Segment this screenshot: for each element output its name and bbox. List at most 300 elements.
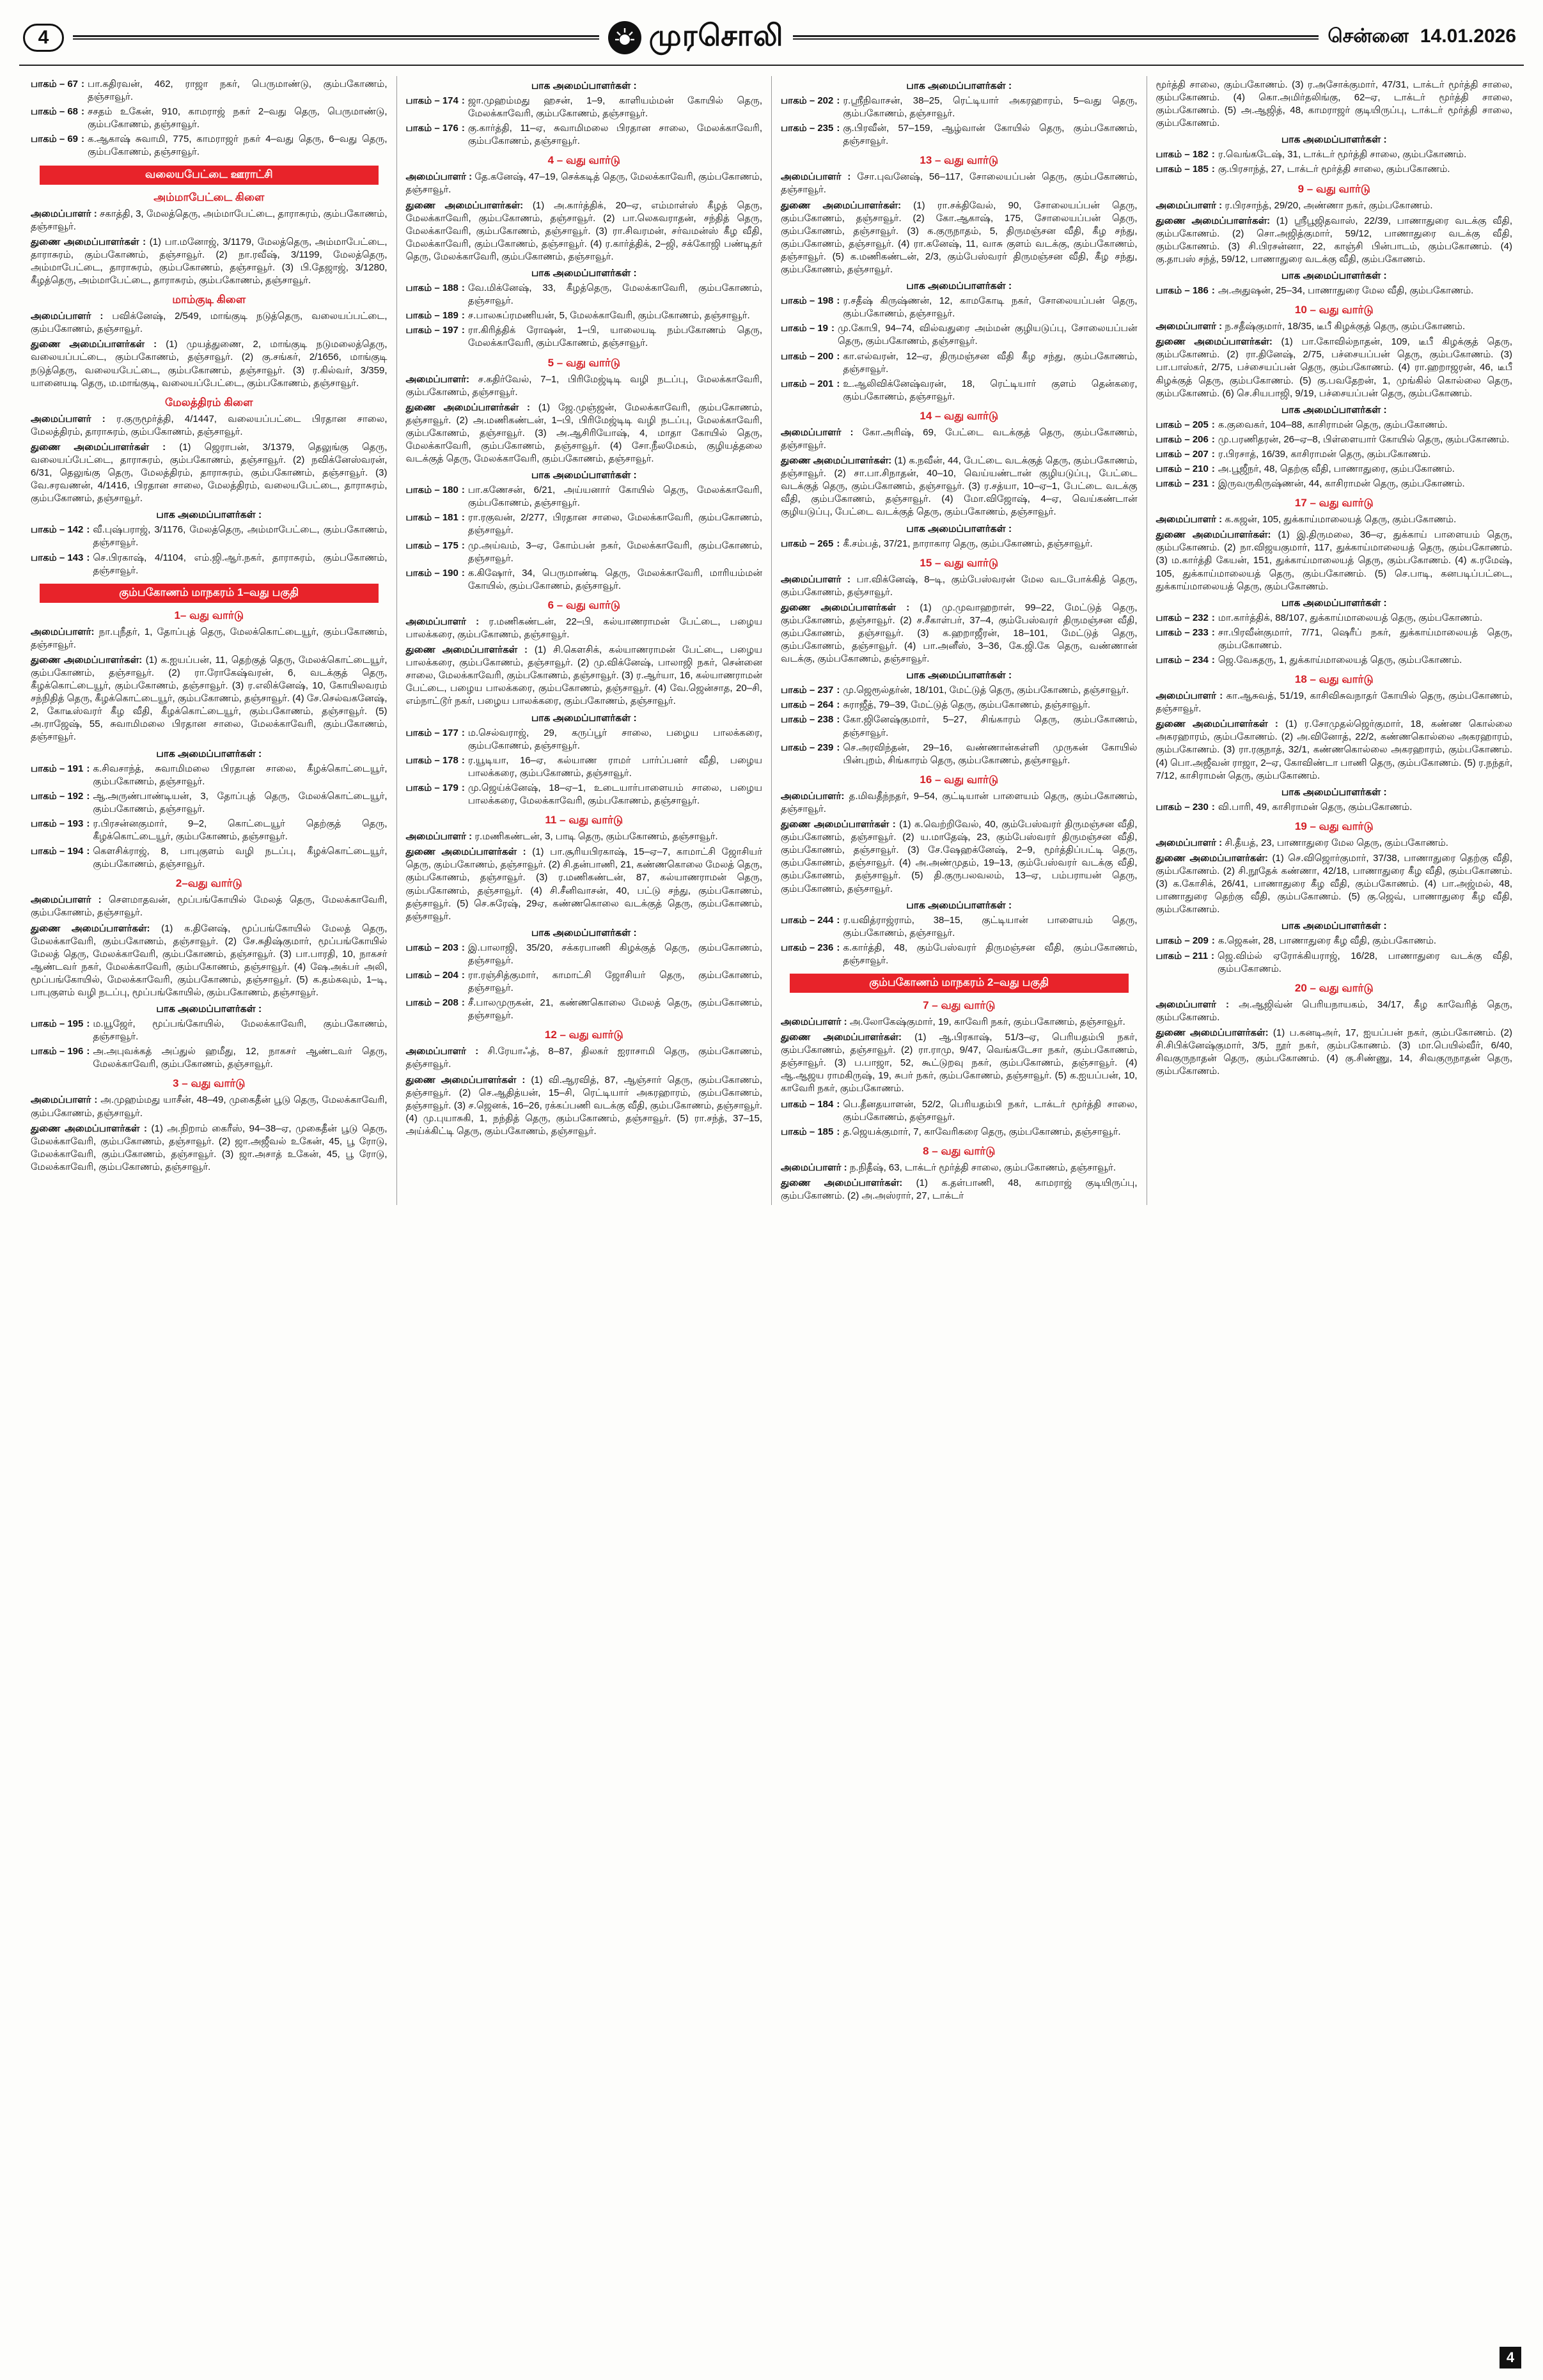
booth-number: பாகம் – 208 bbox=[405, 997, 458, 1009]
part-organisers-label: பாக அமைப்பாளர்கள் : bbox=[906, 281, 1012, 292]
booth-number: பாகம் – 206 bbox=[1155, 433, 1209, 445]
booth-entry-text: த.ஜெயக்குமார், 7, காவேரிகரை தெரு, கும்பகோணம், தஞ்சாவூர். bbox=[843, 1126, 1121, 1137]
booth-number: பாகம் – 233 bbox=[1155, 626, 1209, 638]
booth-colon: : bbox=[836, 714, 840, 726]
booth-entry bbox=[31, 763, 388, 788]
booth-entry bbox=[31, 818, 388, 843]
organiser-label: துணை அமைப்பாளர்கள்: bbox=[781, 1177, 916, 1188]
organiser-label: துணை அமைப்பாளர்கள்: bbox=[781, 199, 914, 211]
ward-heading: 2–வது வார்டு bbox=[175, 877, 242, 890]
booth-entry-text: மு.ஜெரூல்தர்ன், 18/101, மேட்டுத் தெரு, கும்பகோணம், தஞ்சாவூர். bbox=[843, 685, 1129, 696]
organiser-label: துணை அமைப்பாளர்கள் : bbox=[1155, 719, 1286, 730]
edition-name: சென்னை bbox=[1328, 25, 1409, 47]
booth-entry bbox=[1156, 419, 1513, 432]
booth-entry bbox=[406, 567, 763, 593]
ward-heading: 12 – வது வார்டு bbox=[544, 1029, 623, 1041]
organiser-label: அமைப்பாளர் : bbox=[781, 1016, 850, 1027]
organiser-paragraph: அமைப்பாளர் : ர.குருமூர்த்தி, 4/1447, வலையப்பட்டை பிரதான சாலை, மேலத்திரம், தாராசுரம், கும்பகோணம், தஞ்சாவூர். bbox=[31, 413, 388, 437]
booth-entry bbox=[781, 1098, 1138, 1124]
organiser-label: துணை அமைப்பாளர்கள் : bbox=[31, 1123, 152, 1134]
booth-entry-text: அ.பூஜீநர், 48, தெற்கு வீதி, பாணாதுரை, கும்பகோணம். bbox=[1218, 463, 1455, 474]
booth-colon: : bbox=[1211, 419, 1215, 430]
booth-number: பாகம் – 19 bbox=[781, 323, 829, 334]
section-banner: கும்பகோணம் மாநகரம் 1–வது பகுதி bbox=[40, 584, 379, 603]
booth-number: பாகம் – 244 bbox=[781, 914, 834, 926]
booth-colon: : bbox=[836, 538, 840, 549]
organiser-paragraph: துணை அமைப்பாளர்கள் : (1) பா.சூரியபிரகாஷ், 15–ஏ–7, காமாட்சி ஜோசியர் தெரு, கும்பகோணம், தஞ்சாவூர். (2) சி.தன்பாணி, 21, கண்ணகொலை மேலத் தெரு, கும்பகோணம், தஞ்சாவூர். (3) ர.மணிகண்டன், 87, கல்யாணராமன் தெரு, கும்பகோணம், தஞ்சாவூர். (4) சி.சீனிவாசன், 40, பட்டு சந்து, கும்பகோணம், தஞ்சாவூர். (5) செ.சுரேஷ், 29ஏ, கண்ணகொலை வடக்குத் தெரு, கும்பகோணம், தஞ்சாவூர். bbox=[405, 846, 762, 922]
booth-entry-text: கௌசிக்ராஜ், 8, பாபுகுளம் வழி நடப்பு, கீழக்கொட்டையூர், கும்பகோணம், தஞ்சாவூர். bbox=[93, 846, 388, 870]
organiser-label: அமைப்பாளர்: bbox=[781, 790, 849, 802]
organiser-label: துணை அமைப்பாளர்கள்: bbox=[1155, 336, 1281, 348]
booth-entry-text: அ.அபுவக்கத் அப்துல் ஹமீது, 12, நாகசர் ஆண்டவர் தெரு, மேலக்காவேரி, கும்பகோணம், தஞ்சாவூர். bbox=[93, 1046, 388, 1070]
booth-entry bbox=[781, 713, 1138, 739]
booth-entry-text: மு.அய்வம், 3–ஏ, கோம்பன் நகர், மேலக்காவேரி, கும்பகோணம், தஞ்சாவூர். bbox=[467, 540, 762, 564]
booth-entry bbox=[1156, 612, 1513, 625]
organiser-paragraph: துணை அமைப்பாளர்கள்: (1) அ.கார்த்திக், 20–ஏ, எம்மாள்ஸ் கீழத் தெரு, மேலக்காவேரி, கும்பகோணம், தஞ்சாவூர். (2) பா.லெகவராதன், சந்தித் தெரு, மேலக்காவேரி, கும்பகோணம், தஞ்சாவூர். (3) ரா.சிவரமன், சர்வமன்ஸ் கீழ வீதி, மேலக்காவேரி, கும்பகோணம், தஞ்சாவூர். (4) ர.கார்த்திக், 2–ஜி, சக்கோஜி பண்டிதர் தெரு, மேலக்காவேரி, கும்பகோணம், தஞ்சாவூர். bbox=[405, 199, 763, 262]
booth-number: பாகம் – 193 bbox=[31, 818, 84, 829]
organiser-paragraph: துணை அமைப்பாளர்கள்: (1) செ.விஜொர்குமார், 37/38, பாணாதுரை தெற்கு வீதி, கும்பகோணம். (2) சி.நூதேக் கண்ணா, 42/18, பாணாதுரை கீழ வீதி, கும்பகோணம். (3) க.கோசிக், 26/41, பாணாதுரை கீழ வீதி, கும்பகோணம். (4) பா.அஜ்மல், 48, பாணாதுரை தெற்கு வீதி, கும்பகோணம். (5) கு.ஜெவ், பாணாதுரை கீழ வீதி, கும்பகோணம். bbox=[1155, 852, 1513, 915]
booth-number: பாகம் – 265 bbox=[781, 538, 834, 549]
organiser-label: துணை அமைப்பாளர்கள்: bbox=[1155, 529, 1278, 541]
part-organisers-label: பாக அமைப்பாளர்கள் : bbox=[1281, 597, 1387, 609]
booth-entry bbox=[31, 133, 388, 159]
booth-number: பாகம் – 239 bbox=[781, 742, 834, 753]
booth-colon: : bbox=[461, 485, 465, 496]
organiser-paragraph: துணை அமைப்பாளர்கள் : (1) வி.ஆரவித், 87, ஆஞ்சார் தெரு, கும்பகோணம், தஞ்சாவூர். (2) செ.ஆதித்யன், 15–சி, ரெட்டியார் அகரஹாரம், கும்பகோணம், தஞ்சாவூர். (3) ச.ஜெனக், 16–26, ரக்கப்பணி வடக்கு வீதி, கும்பகோணம், தஞ்சாவூர். (4) மு.புயாசுகி, 1, நந்தித் தெரு, கும்பகோணம், தஞ்சாவூர். (5) ரா.சந்த், 37–15, அய்க்கிட்டி தெரு, கும்பகோணம், தஞ்சாவூர். bbox=[405, 1074, 762, 1137]
booth-colon: : bbox=[1211, 655, 1215, 665]
booth-number: பாகம் – 174 bbox=[405, 95, 458, 106]
booth-entry-text: க.கார்த்தி, 48, கும்பேஸ்வரர் திருமஞ்சன வீதி, கும்பகோணம், தஞ்சாவூர். bbox=[843, 942, 1138, 966]
booth-entry-text: பா.கணேசன், 6/21, அய்யனார் கோயில் தெரு, மேலக்காவேரி, கும்பகோணம், தஞ்சாவூர். bbox=[467, 485, 762, 509]
booth-entry-text: சா.பிரவீன்குமார், 7/71, ஷெரீப் நகர், துக்காய்மாலையத் தெரு, கும்பகோணம். bbox=[1218, 626, 1512, 651]
ward-heading: 4 – வது வார்டு bbox=[547, 154, 620, 167]
booth-number: பாகம் – 204 bbox=[405, 969, 458, 981]
booth-number: பாகம் – 200 bbox=[781, 350, 834, 362]
organiser-label: அமைப்பாளர் : bbox=[31, 1094, 101, 1106]
booth-entry bbox=[781, 742, 1138, 767]
booth-entry-text: பா.கதிரவன், 462, ராஜா நகர், பெருமாண்டு, கும்பகோணம், தஞ்சாவூர். bbox=[88, 79, 388, 103]
organiser-paragraph: அமைப்பாளர் : அ.முஹம்மது யாசீன், 48–49, முகைதீன் பூடு தெரு, மேலக்காவேரி, கும்பகோணம், தஞ்சாவூர். bbox=[31, 1094, 388, 1119]
booth-entry bbox=[406, 754, 763, 780]
part-organisers-label: பாக அமைப்பாளர்கள் : bbox=[531, 81, 637, 91]
booth-colon: : bbox=[836, 95, 840, 106]
booth-colon: : bbox=[836, 1098, 840, 1110]
booth-number: பாகம் – 203 bbox=[405, 942, 458, 953]
booth-colon: : bbox=[831, 323, 835, 334]
organiser-label: அமைப்பாளர் : bbox=[31, 311, 113, 322]
booth-number: பாகம் – 210 bbox=[1155, 463, 1209, 474]
organiser-label: துணை அமைப்பாளர்கள்: bbox=[781, 455, 895, 467]
booth-entry-text: உ.ஆலிவிக்னேஷ்வரன், 18, ரெட்டியார் குளம் தென்கரை, கும்பகோணம், தஞ்சாவூர். bbox=[843, 378, 1138, 402]
organiser-paragraph: துணை அமைப்பாளர்கள் : (1) சி.கௌசிக், கல்யாணராமன் பேட்டை, பழைய பாலக்கரை, கும்பகோணம், தஞ்சாவூர். (2) மு.விக்னேஷ், பாலாஜி நகர், சென்னை சாலை, மேலக்காவேரி, கும்பகோணம், தஞ்சாவூர். (3) ர.ஆர்யா, 16, கல்யாணராமன் பேட்டை, பழைய பாலக்கரை, கும்பகோணம், தஞ்சாவூர். (4) வே.ஜென்சாத, 20–சி, எம்நாட்டூர் நகர், பழைய பாலக்கரை, கும்பகோணம், தஞ்சாவூர். bbox=[405, 644, 763, 707]
continued-paragraph: மூர்த்தி சாலை, கும்பகோணம். (3) ர.அசோக்குமார், 47/31, டாக்டர் மூர்த்தி சாலை, கும்பகோணம். (4) கொ.அமிர்தலிங்கு, 62–ஏ, டாக்டர் மூர்த்தி சாலை, கும்பகோணம். (5) அ.ஆஜித், 48, காமராஜர் குடியிருப்பு, டாக்டர் மூர்த்தி சாலை, கும்பகோணம். bbox=[1155, 79, 1512, 129]
organiser-paragraph: அமைப்பாளர் : சி.ரேயாஃத், 8–87, திலகர் ஐராசாமி தெரு, கும்பகோணம், தஞ்சாவூர். bbox=[405, 1046, 762, 1070]
booth-entry-text: மு.பரணிதரன், 26–ஏ–8, பிள்ளையார் கோயில் தெரு, கும்பகோணம். bbox=[1218, 433, 1510, 445]
booth-entry-text: பெ.தீனதயாளன், 52/2, பெரியதம்பி நகர், டாக்டர் மூர்த்தி சாலை, கும்பகோணம், தஞ்சாவூர். bbox=[843, 1098, 1138, 1123]
organiser-label: அமைப்பாளர் : bbox=[781, 1162, 850, 1173]
booth-entry-text: ர.பிரசன்னகுமார், 9–2, கொட்டையூர் தெற்குத் தெரு, கீழக்கொட்டையூர், கும்பகோணம், தஞ்சாவூர். bbox=[93, 818, 388, 843]
booth-entry bbox=[406, 942, 763, 967]
organiser-label: அமைப்பாளர் : bbox=[31, 413, 116, 424]
booth-colon: : bbox=[461, 325, 465, 336]
ward-heading: 17 – வது வார்டு bbox=[1294, 497, 1374, 509]
organiser-paragraph: அமைப்பாளர் : சகாத்தி, 3, மேலத்தெரு, அம்மாபேட்டை, தாராசுரம், கும்பகோணம், தஞ்சாவூர். bbox=[31, 208, 388, 232]
ward-heading: 1– வது வார்டு bbox=[174, 609, 244, 621]
booth-entry-text: ர.யவித்ராஜ்ராம், 38–15, குட்டியான் பாளையம் தெரு, கும்பகோணம், தஞ்சாவூர். bbox=[843, 914, 1138, 938]
organiser-label: துணை அமைப்பாளர்கள் : bbox=[405, 401, 538, 413]
organiser-label: அமைப்பாளர் : bbox=[405, 831, 475, 843]
ward-heading: 5 – வது வார்டு bbox=[547, 356, 620, 369]
booth-entry bbox=[781, 378, 1138, 403]
ward-heading: அம்மாபேட்டை கிளை bbox=[153, 191, 265, 203]
booth-entry bbox=[31, 78, 388, 104]
booth-entry-text: ரா.ரஞ்சித்குமார், காமாட்சி ஜோசியர் தெரு, கும்பகோணம், தஞ்சாவூர். bbox=[467, 969, 762, 994]
booth-entry-text: ரா.ரகுவன், 2/277, பிரதான சாலை, மேலக்காவேரி, கும்பகோணம், தஞ்சாவூர். bbox=[467, 512, 762, 536]
booth-colon: : bbox=[461, 567, 465, 579]
booth-colon: : bbox=[461, 123, 465, 134]
bottom-page-number bbox=[1500, 2347, 1521, 2368]
column-2 bbox=[396, 76, 772, 1205]
booth-number: பாகம் – 181 bbox=[405, 512, 458, 524]
organiser-paragraph: அமைப்பாளர் : தே.கனேஷ், 47–19, செக்கடித் தெரு, மேலக்காவேரி, கும்பகோணம், தஞ்சாவூர். bbox=[405, 171, 762, 196]
booth-entry bbox=[1156, 950, 1513, 976]
booth-entry-text: ர.பிரசாத், 16/39, காசிராமன் தெரு, கும்பகோணம். bbox=[1218, 448, 1431, 460]
booth-number: பாகம் – 143 bbox=[31, 552, 84, 563]
organiser-label: துணை அமைப்பாளர்கள் : bbox=[405, 1074, 531, 1085]
organiser-paragraph: துணை அமைப்பாளர்கள்: (1) பா.கோவில்நாதன், 109, டீபீ கிழக்குத் தெரு, கும்பகோணம். (2) ரா.தினேஷ், 2/75, பச்சையப்பன் தெரு, கும்பகோணம். (3) பா.பாஸ்கர், 2/75, பச்சையப்பன் தெரு, கும்பகோணம். (4) ரா.ஹறாஜரன், 46, டீபீ கிழக்குத் தெரு, கும்பகோணம். (5) கு.பவதேறன், 1, முங்கில் கொல்லை தெரு, கும்பகோணம். (6) செ.சியபாஜி, 9/19, பச்சையப்பன் தெரு, கும்பகோணம். bbox=[1155, 336, 1512, 399]
booth-number: பாகம் – 230 bbox=[1155, 801, 1209, 813]
booth-entry bbox=[1156, 935, 1513, 947]
organiser-label: அமைப்பாளர் : bbox=[781, 573, 857, 585]
organiser-paragraph: துணை அமைப்பாளர்கள்: (1) க.தினேஷ், மூப்பங்கோயில் மேலத் தெரு, மேலக்காவேரி, கும்பகோணம், தஞ்சாவூர். (2) சே.சுதிஷ்குமார், மூப்பங்கோயில் மேலத் தெரு, மேலக்காவேரி, கும்பகோணம், தஞ்சாவூர். (3) பா.பாரதி, 10, நாகசர் ஆண்டவர் நகர், மேலக்காவேரி, கும்பகோணம், தஞ்சாவூர். (4) ஷே.அக்பர் அலி, மூப்பங்கோயில், மேலக்காவேரி, கும்பகோணம், தஞ்சாவூர். (5) க.தம்கவும், 1–டி, பாபுகுளம் வழி நடப்பு, மூப்பங்கோயில், கும்பகோணம், தஞ்சாவூர். bbox=[31, 922, 388, 998]
booth-entry bbox=[781, 684, 1138, 697]
content-columns bbox=[19, 66, 1524, 1205]
booth-entry-text: க.குவைகர், 104–88, காசிராமன் தெரு, கும்பகோணம். bbox=[1218, 419, 1448, 430]
booth-entry-text: வி.பாரி, 49, காசிராமன் தெரு, கும்பகோணம். bbox=[1218, 801, 1413, 813]
booth-entry bbox=[1156, 163, 1513, 176]
booth-number: பாகம் – 209 bbox=[1155, 935, 1209, 947]
booth-entry bbox=[406, 484, 763, 509]
organiser-label: அமைப்பாளர் : bbox=[1155, 690, 1226, 702]
organiser-label: துணை அமைப்பாளர்கள் : bbox=[31, 339, 166, 350]
booth-entry bbox=[781, 914, 1138, 940]
booth-entry-text: செ.அரவிந்தன், 29–16, வண்ணான்கள்ளி முருகன் கோயில் பின்புறம், சிங்காரம் தெரு, கும்பகோணம், தஞ்சாவூர். bbox=[843, 742, 1138, 766]
organiser-paragraph: அமைப்பாளர் : அ.லோகேஷ்குமார், 19, காவேரி நகர், கும்பகோணம், தஞ்சாவூர். bbox=[781, 1016, 1125, 1027]
booth-entry-text: சீ.பாலமுருகன், 21, கண்ணகொலை மேலத் தெரு, கும்பகோணம், தஞ்சாவூர். bbox=[467, 997, 762, 1022]
organiser-paragraph: அமைப்பாளர் : க.கஜன், 105, துக்காய்மாலையத் தெரு, கும்பகோணம். bbox=[1155, 514, 1457, 525]
booth-colon: : bbox=[461, 782, 465, 793]
organiser-paragraph: அமைப்பாளர் : அ.ஆஜிவ்ன் பெரியநாயகம், 34/17, கீழ காவேரித் தெரு, கும்பகோணம். bbox=[1155, 999, 1512, 1023]
organiser-paragraph: அமைப்பாளர் : சோ.புவனேஷ், 56–117, சோலையப்பன் தெரு, கும்பகோணம், தஞ்சாவூர். bbox=[781, 171, 1138, 196]
booth-colon: : bbox=[86, 524, 90, 536]
booth-colon: : bbox=[461, 540, 465, 551]
part-organisers-label: பாக அமைப்பாளர்கள் : bbox=[906, 899, 1012, 911]
organiser-paragraph: அமைப்பாளர் : ர.மணிகண்டன், 3, பாடி தெரு, கும்பகோணம், தஞ்சாவூர். bbox=[405, 831, 718, 843]
ward-heading: மேலத்திரம் கிளை bbox=[165, 396, 253, 408]
booth-colon: : bbox=[1211, 612, 1215, 623]
organiser-paragraph: துணை அமைப்பாளர்கள் : (1) ஜே.முஞ்ஜன், மேலக்காவேரி, கும்பகோணம், தஞ்சாவூர். (2) அ.மணிகண்டன், 1–பி, பிரிமேஜ்டிடி வழி நடப்பு, மேலக்காவேரி, கும்பகோணம், தஞ்சாவூர். (3) அ.ஆசிரியோஷ், 4, மாதா கோயில் தெரு, மேலக்காவேரி, கும்பகோணம், தஞ்சாவூர். (4) சோ.நீலமேகம், குழியத்தலை வடக்குத் தெரு, மேலக்காவேரி, கும்பகோணம், தஞ்சாவூர். bbox=[405, 401, 762, 465]
part-organisers-label: பாக அமைப்பாளர்கள் : bbox=[1281, 270, 1387, 282]
organiser-paragraph: அமைப்பாளர் : சௌமாதவன், மூப்பங்கோயில் மேலத் தெரு, மேலக்காவேரி, கும்பகோணம், தஞ்சாவூர். bbox=[31, 894, 388, 919]
organiser-label: அமைப்பாளர்: bbox=[405, 373, 478, 385]
booth-colon: : bbox=[86, 846, 90, 857]
booth-colon: : bbox=[86, 790, 90, 802]
booth-entry bbox=[1156, 654, 1513, 667]
ward-heading: 19 – வது வார்டு bbox=[1294, 820, 1374, 832]
booth-colon: : bbox=[461, 95, 465, 106]
page-number-top: 4 bbox=[38, 26, 49, 48]
organiser-paragraph: துணை அமைப்பாளர்கள்: (1) க.நவீன், 44, பேட்டை வடக்குத் தெரு, கும்பகோணம், தஞ்சாவூர். (2) சா.பா.சிநாதன், 40–10, வெய்யண்டான் குழியடுப்பு, பேட்டை வடக்குத் தெரு, கும்பகோணம், தஞ்சாவூர். (3) ர.சத்யா, 10–ஏ–1, பேட்டை வடக்கு வீதி, கும்பகோணம், தஞ்சாவூர். (4) மோ.விஜோஷ், 4–ஏ, வெய்கண்டான் குழியடுப்பு, பேட்டை வடக்குத் தெரு, கும்பகோணம், தஞ்சாவூர். bbox=[781, 455, 1138, 518]
part-organisers-label: பாக அமைப்பாளர்கள் : bbox=[1281, 921, 1387, 932]
booth-number: பாகம் – 185 bbox=[781, 1126, 834, 1137]
booth-entry bbox=[406, 511, 763, 537]
booth-colon: : bbox=[1211, 164, 1215, 175]
booth-number: பாகம் – 177 bbox=[405, 727, 458, 738]
booth-entry bbox=[406, 309, 763, 322]
booth-number: பாகம் – 232 bbox=[1155, 612, 1209, 623]
booth-number: பாகம் – 182 bbox=[1155, 149, 1209, 160]
part-organisers-label: பாக அமைப்பாளர்கள் : bbox=[531, 470, 637, 481]
organiser-paragraph: துணை அமைப்பாளர்கள் : (1) ஜெராபன், 3/1379, தெலுங்கு தெரு, வலையப்பேட்டை, தாராசுரம், கும்பகோணம், தஞ்சாவூர். (2) நவிக்னேஸ்வரன், 6/31, தெலுங்கு தெரு, மேலத்திரம், தாராசுரம், கும்பகோணம், தஞ்சாவூர். (3) வே.சரவணன், 4/1416, பிரதான சாலை, மேலத்திரம், வலையபேட்டை, தாராசுரம், கும்பகோணம், தஞ்சாவூர். bbox=[31, 441, 388, 504]
booth-entry bbox=[31, 1018, 388, 1043]
booth-entry bbox=[1156, 626, 1513, 652]
booth-number: பாகம் – 191 bbox=[31, 763, 84, 774]
organiser-paragraph: அமைப்பாளர் : பா.விக்னேஷ், 8–டி, கும்பேஸ்வரன் மேல வடபோக்கித் தெரு, கும்பகோணம், தஞ்சாவூர். bbox=[781, 573, 1138, 598]
ward-heading: 9 – வது வார்டு bbox=[1297, 182, 1370, 195]
booth-colon: : bbox=[836, 1126, 840, 1137]
ward-heading: 10 – வது வார்டு bbox=[1294, 304, 1374, 316]
organiser-paragraph: துணை அமைப்பாளர்கள் : (1) முயத்துணை, 2, மாங்குடி நடுமலைத்தெரு, வலையப்பட்டை, கும்பகோணம், தஞ்சாவூர். (2) கு.சங்கர், 2/1656, மாங்குடி நடுத்தெரு, வலையபேட்டை, கும்பகோணம், தஞ்சாவூர். (3) ர.கில்வர், 3/359, யானையடி தெரு, ம.மாங்குடி, வலையப்பேட்டை, கும்பகோணம், தஞ்சாவூர். bbox=[31, 339, 388, 389]
booth-entry-text: ச.பாலசுப்ரமணியன், 5, மேலக்காவேரி, கும்பகோணம், தஞ்சாவூர். bbox=[467, 310, 750, 322]
organiser-paragraph: துணை அமைப்பாளர்கள்: (1) க.ஐயப்பன், 11, தெற்குத் தெரு, மேலக்கொட்டையூர், கும்பகோணம், தஞ்சாவூர். (2) ரா.ரோகேஷ்வரன், 6, வடக்குத் தெரு, கீழக்கொட்டையூர், கும்பகோணம், தஞ்சாவூர். (3) ர.எலிக்னேஷ், 10, கோயிலவரம் சந்நிதித் தெரு, கீழக்கொட்டையூர், கும்பகோணம், தஞ்சாவூர். (4) சே.செல்வகனேஷ், 2, கோடீஸ்வரர் கீழ வீதி, கீழக்கொட்டையூர், கும்பகோணம், தஞ்சாவூர். (5) அ.ராஜேஷ், 55, சுவாமிமலை பிரதான சாலை, மேலக்காவேரி, கும்பகோணம், தஞ்சாவூர். bbox=[31, 654, 388, 743]
booth-entry-text: ர.சதீஷ் கிருஷ்ணன், 12, காமகோடி நகர், சோலையப்பன் தெரு, கும்பகோணம், தஞ்சாவூர். bbox=[843, 295, 1138, 320]
booth-entry bbox=[781, 295, 1138, 320]
booth-number: பாகம் – 184 bbox=[781, 1098, 834, 1110]
edition-date bbox=[1328, 26, 1520, 50]
booth-number: பாகம் – 236 bbox=[781, 942, 834, 953]
organiser-label: துணை அமைப்பாளர்கள் : bbox=[781, 602, 920, 613]
booth-entry bbox=[406, 727, 763, 752]
booth-entry-text: க.கிஷோர், 34, பெருமாண்டி தெரு, மேலக்காவேரி, மாரியம்மன் கோயில், கும்பகோணம், தஞ்சாவூர். bbox=[467, 567, 762, 591]
booth-entry-text: ம.செல்வராஜ், 29, கருப்பூர் சாலை, பழைய பாலக்கரை, கும்பகோணம், தஞ்சாவூர். bbox=[467, 727, 762, 751]
part-organisers-label: பாக அமைப்பாளர்கள் : bbox=[906, 81, 1012, 91]
booth-entry bbox=[31, 552, 388, 577]
booth-colon: : bbox=[461, 942, 465, 953]
booth-entry-text: ர.யூடியா, 16–ஏ, கல்யாண ராமர் பார்ப்பனர் வீதி, பழைய பாலக்கரை, கும்பகோணம், தஞ்சாவூர். bbox=[467, 754, 762, 779]
organiser-paragraph: அமைப்பாளர் : ந.சதீஷ்குமார், 18/35, டீபீ கிழக்குத் தெரு, கும்பகோணம். bbox=[1155, 321, 1466, 332]
part-organisers-label: பாக அமைப்பாளர்கள் : bbox=[531, 927, 637, 938]
booth-colon: : bbox=[81, 134, 85, 145]
organiser-label: அமைப்பாளர் : bbox=[781, 171, 858, 183]
ward-heading: 13 – வது வார்டு bbox=[920, 154, 999, 167]
booth-entry bbox=[406, 540, 763, 565]
organiser-label: துணை அமைப்பாளர்கள்: bbox=[1155, 852, 1273, 864]
booth-number: பாகம் – 198 bbox=[781, 295, 834, 307]
ward-heading: மாம்குடி கிளை bbox=[172, 293, 246, 306]
part-organisers-label: பாக அமைப்பாளர்கள் : bbox=[531, 268, 637, 279]
organiser-label: துணை அமைப்பாளர்கள் : bbox=[31, 441, 180, 453]
part-organisers-label: பாக அமைப்பாளர்கள் : bbox=[156, 509, 262, 521]
booth-colon: : bbox=[836, 378, 840, 389]
booth-number: பாகம் – 194 bbox=[31, 846, 84, 857]
booth-number: பாகம் – 175 bbox=[405, 540, 458, 551]
organiser-paragraph: அமைப்பாளர் : சி.தீயத், 23, பாணாதுரை மேல தெரு, கும்பகோணம். bbox=[1155, 837, 1448, 848]
booth-entry bbox=[406, 997, 763, 1022]
booth-entry bbox=[781, 122, 1138, 148]
booth-entry bbox=[31, 524, 388, 549]
booth-colon: : bbox=[86, 1046, 90, 1057]
organiser-label: அமைப்பாளர் : bbox=[1155, 514, 1225, 525]
booth-colon: : bbox=[836, 742, 840, 753]
organiser-label: துணை அமைப்பாளர்கள்: bbox=[781, 1032, 915, 1043]
booth-entry bbox=[781, 95, 1138, 120]
page-header bbox=[19, 12, 1524, 66]
booth-number: பாகம் – 195 bbox=[31, 1018, 84, 1030]
booth-entry bbox=[406, 282, 763, 307]
booth-entry bbox=[31, 105, 388, 131]
part-organisers-label: பாக அமைப்பாளர்கள் : bbox=[1281, 786, 1387, 798]
column-4 bbox=[1147, 76, 1522, 1205]
part-organisers-label: பாக அமைப்பாளர்கள் : bbox=[906, 670, 1012, 681]
booth-colon: : bbox=[1211, 801, 1215, 813]
booth-number: பாகம் – 179 bbox=[405, 782, 458, 793]
booth-entry-text: சசதம் உகேன், 910, காமராஜ் நகர் 2–வது தெரு, பெருமாண்டு, கும்பகோணம், தஞ்சாவூர். bbox=[88, 106, 388, 130]
booth-entry bbox=[1156, 478, 1513, 490]
booth-entry-text: வீ.புஷ்பராஜ், 3/1176, மேலத்தெரு, அம்மாபேட்டை, கும்பகோணம், தஞ்சாவூர். bbox=[93, 524, 388, 548]
column-1 bbox=[22, 76, 396, 1205]
booth-number: பாகம் – 190 bbox=[405, 567, 458, 579]
organiser-label: துணை அமைப்பாளர்கள் : bbox=[781, 819, 900, 830]
booth-number: பாகம் – 192 bbox=[31, 790, 84, 802]
organiser-paragraph: துணை அமைப்பாளர்கள் : (1) பா.மனோஜ், 3/1179, மேலத்தெரு, அம்மாபேட்டை, தாராசுரம், கும்பகோணம், தஞ்சாவூர். (2) நா.ரவீஷ், 3/1199, மேலத்தெரு, அம்மாபேட்டை, தாராசுரம், கும்பகோணம், தஞ்சாவூர். (3) பி.தேஜாஜ், 3/1280, கீழத்தெரு, அம்மாபேட்டை, தாராசுரம், கும்பகோணம், தஞ்சாவூர். bbox=[31, 236, 388, 286]
booth-entry bbox=[1156, 448, 1513, 461]
masthead-brand bbox=[608, 18, 784, 57]
booth-number: பாகம் – 176 bbox=[405, 123, 458, 134]
booth-entry bbox=[1156, 463, 1513, 476]
booth-colon: : bbox=[461, 727, 465, 738]
booth-number: பாகம் – 189 bbox=[405, 310, 458, 322]
booth-colon: : bbox=[1211, 935, 1215, 947]
booth-entry bbox=[1156, 148, 1513, 161]
organiser-label: அமைப்பாளர் : bbox=[1155, 199, 1225, 211]
booth-number: பாகம் – 235 bbox=[781, 123, 834, 134]
header-rule-right bbox=[793, 35, 1319, 40]
booth-colon: : bbox=[1211, 149, 1215, 160]
booth-colon: : bbox=[836, 685, 840, 696]
ward-heading: 20 – வது வார்டு bbox=[1294, 981, 1374, 994]
booth-entry bbox=[406, 122, 763, 148]
ward-heading: 14 – வது வார்டு bbox=[920, 409, 999, 422]
booth-entry bbox=[781, 1126, 1138, 1139]
part-organisers-label: பாக அமைப்பாளர்கள் : bbox=[906, 523, 1012, 534]
section-banner: வலையபேட்டை ஊராட்சி bbox=[40, 166, 379, 185]
organiser-label: அமைப்பாளர் : bbox=[781, 426, 863, 438]
booth-entry-text: கீ.சம்பத், 37/21, நாராகார தெரு, கும்பகோணம், தஞ்சாவூர். bbox=[843, 538, 1093, 549]
organiser-label: அமைப்பாளர் : bbox=[405, 171, 475, 183]
organiser-label: அமைப்பாளர் : bbox=[31, 894, 109, 906]
booth-entry bbox=[781, 699, 1138, 712]
booth-number: பாகம் – 67 bbox=[31, 79, 79, 89]
booth-entry-text: ஜெ.வேகதரு, 1, துக்காய்மாலையத் தெரு, கும்பகோணம். bbox=[1218, 655, 1462, 665]
booth-entry-text: ஜா.முஹம்மது ஹசன், 1–9, காளியம்மன் கோயில் தெரு, மேலக்காவேரி, கும்பகோணம், தஞ்சாவூர். bbox=[467, 95, 762, 120]
booth-entry bbox=[781, 538, 1138, 550]
booth-number: பாகம் – 264 bbox=[781, 699, 834, 711]
organiser-label: அமைப்பாளர் : bbox=[31, 208, 100, 219]
booth-entry-text: வே.மிக்னேஷ், 33, கீழத்தெரு, மேலக்காவேரி, கும்பகோணம், தஞ்சாவூர். bbox=[467, 283, 762, 307]
booth-entry bbox=[1156, 801, 1513, 814]
masthead-title: முரசொலி bbox=[648, 19, 784, 52]
ward-heading: 7 – வது வார்டு bbox=[923, 999, 996, 1011]
booth-colon: : bbox=[461, 997, 465, 1009]
booth-entry-text: ர.வெங்கடேஷ், 31, டாக்டர் மூர்த்தி சாலை, கும்பகோணம். bbox=[1218, 149, 1467, 160]
booth-colon: : bbox=[86, 818, 90, 829]
booth-entry-text: ரா.கிரித்திக் ரோஷன், 1–பி, யாலையடி நம்பகோணம் தெரு, மேலக்காவேரி, கும்பகோணம், தஞ்சாவூர். bbox=[467, 325, 762, 349]
booth-entry bbox=[31, 1045, 388, 1071]
booth-entry-text: கா.எல்வரன், 12–ஏ, திருமஞ்சன வீதி கீழ சந்து, கும்பகோணம், தஞ்சாவூர். bbox=[843, 350, 1138, 375]
booth-colon: : bbox=[86, 552, 90, 563]
booth-entry-text: க.ஆகாஷ் சுவாமி, 775, காமராஜர் நகர் 4–வது தெரு, 6–வது தெரு, கும்பகோணம், தஞ்சாவூர். bbox=[88, 134, 388, 158]
ward-heading: 11 – வது வார்டு bbox=[545, 814, 623, 827]
booth-colon: : bbox=[86, 1018, 90, 1030]
organiser-paragraph: துணை அமைப்பாளர்கள்: (1) ரா.சக்திவேல், 90, சோலையப்பன் தெரு, கும்பகோணம், தஞ்சாவூர். (2) கோ.ஆகாஷ், 175, சோலையப்பன் தெரு, கும்பகோணம், தஞ்சாவூர். (3) க.குருநாதம், 5, திருமஞ்சன வீதி, கீழ சந்து, கும்பகோணம், தஞ்சாவூர். (4) ரா.கனேஷ், 11, வாசு குளம் வடக்கு, கும்பகோணம், தஞ்சாவூர். (5) க.மணிகண்டன், 2/3, கும்பேஸ்வரர் திருமஞ்சன வீதி, கீழ சந்து, கும்பகோணம், தஞ்சாவூர். bbox=[781, 199, 1138, 276]
booth-entry-text: க.ஜெகன், 28, பாணாதுரை கீழ வீதி, கும்பகோணம். bbox=[1218, 935, 1437, 947]
booth-number: பாகம் – 68 bbox=[31, 106, 79, 118]
booth-entry-text: கு.பிரசாந்த், 27, டாக்டர் மூர்த்தி சாலை, கும்பகோணம். bbox=[1218, 164, 1450, 175]
organiser-label: துணை அமைப்பாளர்கள்: bbox=[31, 922, 162, 934]
masthead-logo-icon bbox=[608, 21, 641, 54]
ward-heading: 8 – வது வார்டு bbox=[923, 1144, 996, 1157]
booth-entry-text: செ.பிரகாஷ், 4/1104, எம்.ஜி.ஆர்.நகர், தாராசுரம், கும்பகோணம், தஞ்சாவூர். bbox=[93, 552, 388, 576]
edition-date-value: 14.01.2026 bbox=[1420, 25, 1517, 47]
booth-entry-text: கோ.ஜினேஷ்குமார், 5–27, சிங்காரம் தெரு, கும்பகோணம், தஞ்சாவூர். bbox=[843, 714, 1138, 738]
organiser-label: அமைப்பாளர் : bbox=[1155, 321, 1225, 332]
booth-colon: : bbox=[461, 283, 465, 294]
booth-entry bbox=[31, 790, 388, 816]
organiser-paragraph: அமைப்பாளர் : பவிக்னேஷ், 2/549, மாங்குடி நடுத்தெரு, வலையப்பட்டை, கும்பகோணம், தஞ்சாவூர். bbox=[31, 311, 388, 335]
part-organisers-label: பாக அமைப்பாளர்கள் : bbox=[1281, 404, 1387, 416]
booth-entry-text: மு.ஜெய்க்னேஷ், 18–ஏ–1, உடையார்பாளையம் சாலை, பழைய பாலக்கரை, மேலக்காவேரி, கும்பகோணம், தஞ்சாவூர். bbox=[467, 782, 762, 807]
organiser-label: அமைப்பாளர் : bbox=[1155, 999, 1239, 1010]
booth-entry bbox=[781, 350, 1138, 376]
organiser-paragraph: துணை அமைப்பாளர்கள் : (1) க.வெற்றிவேல், 40, கும்பேஸ்வரர் திருமஞ்சன வீதி, கும்பகோணம், தஞ்சாவூர். (2) ய.மாதேஷ், 23, கும்பேஸ்வரர் திருமஞ்சன வீதி, கும்பகோணம், தஞ்சாவூர். (3) சே.ஷேஹக்னேஷ், 2–9, மூர்த்திப்பட்டி தெரு, கும்பகோணம், தஞ்சாவூர். (4) அ.அண்முதம், 19–13, கும்பேஸ்வரர் வடக்கு வீதி, கும்பகோணம், தஞ்சாவூர். (5) தி.குருபலவலம், 13–ஏ, பம்பராயன் தெரு, கும்பகோணம், தஞ்சாவூர். bbox=[781, 819, 1138, 894]
booth-number: பாகம் – 196 bbox=[31, 1046, 84, 1057]
booth-colon: : bbox=[461, 754, 465, 766]
part-organisers-label: பாக அமைப்பாளர்கள் : bbox=[156, 748, 262, 759]
booth-number: பாகம் – 197 bbox=[405, 325, 458, 336]
booth-entry-text: ஆ.அருண்பாண்டியன், 3, தோப்புத் தெரு, மேலக்கொட்டையூர், கும்பகோணம், தஞ்சாவூர். bbox=[93, 790, 388, 814]
organiser-paragraph: துணை அமைப்பாளர்கள்: (1) ஸ்ரீபூஜிதவாஸ், 22/39, பாணாதுரை வடக்கு வீதி, கும்பகோணம். (2) சொ.அஜித்குமார், 59/12, பாணாதுரை வடக்கு வீதி, கும்பகோணம். (3) சி.பிரசன்னா, 22, காஞ்சி பின்பாடம், கும்பகோணம். (4) கு.தாபஸ் சந்த், 59/12, பாணாதுரை வடக்கு வீதி, கும்பகோணம். bbox=[1155, 215, 1513, 265]
booth-number: பாகம் – 142 bbox=[31, 524, 84, 536]
organiser-paragraph: அமைப்பாளர் : ந.நிதீஷ், 63, டாக்டர் மூர்த்தி சாலை, கும்பகோணம், தஞ்சாவூர். bbox=[781, 1162, 1116, 1173]
booth-entry-text: ர.ஸ்ரீநிவாசன், 38–25, ரெட்டியார் அகரஹாரம், 5–வது தெரு, கும்பகோணம், தஞ்சாவூர். bbox=[843, 95, 1138, 120]
booth-number: பாகம் – 211 bbox=[1155, 950, 1209, 961]
organiser-label: அமைப்பாளர் : bbox=[1155, 837, 1225, 848]
organiser-label: துணை அமைப்பாளர்கள் : bbox=[31, 236, 150, 247]
booth-number: பாகம் – 205 bbox=[1155, 419, 1209, 430]
organiser-label: அமைப்பாளர் : bbox=[405, 1046, 488, 1057]
booth-colon: : bbox=[461, 512, 465, 524]
part-organisers-label: பாக அமைப்பாளர்கள் : bbox=[531, 712, 637, 724]
booth-colon: : bbox=[81, 106, 85, 118]
booth-number: பாகம் – 231 bbox=[1155, 478, 1209, 490]
organiser-label: துணை அமைப்பாளர்கள்: bbox=[1155, 1027, 1273, 1038]
booth-entry bbox=[31, 845, 388, 871]
organiser-label: துணை அமைப்பாளர்கள்: bbox=[31, 654, 146, 665]
section-banner: கும்பகோணம் மாநகரம் 2–வது பகுதி bbox=[790, 974, 1129, 993]
booth-number: பாகம் – 234 bbox=[1155, 655, 1209, 665]
booth-number: பாகம் – 185 bbox=[1155, 164, 1209, 175]
booth-entry bbox=[1156, 284, 1513, 297]
